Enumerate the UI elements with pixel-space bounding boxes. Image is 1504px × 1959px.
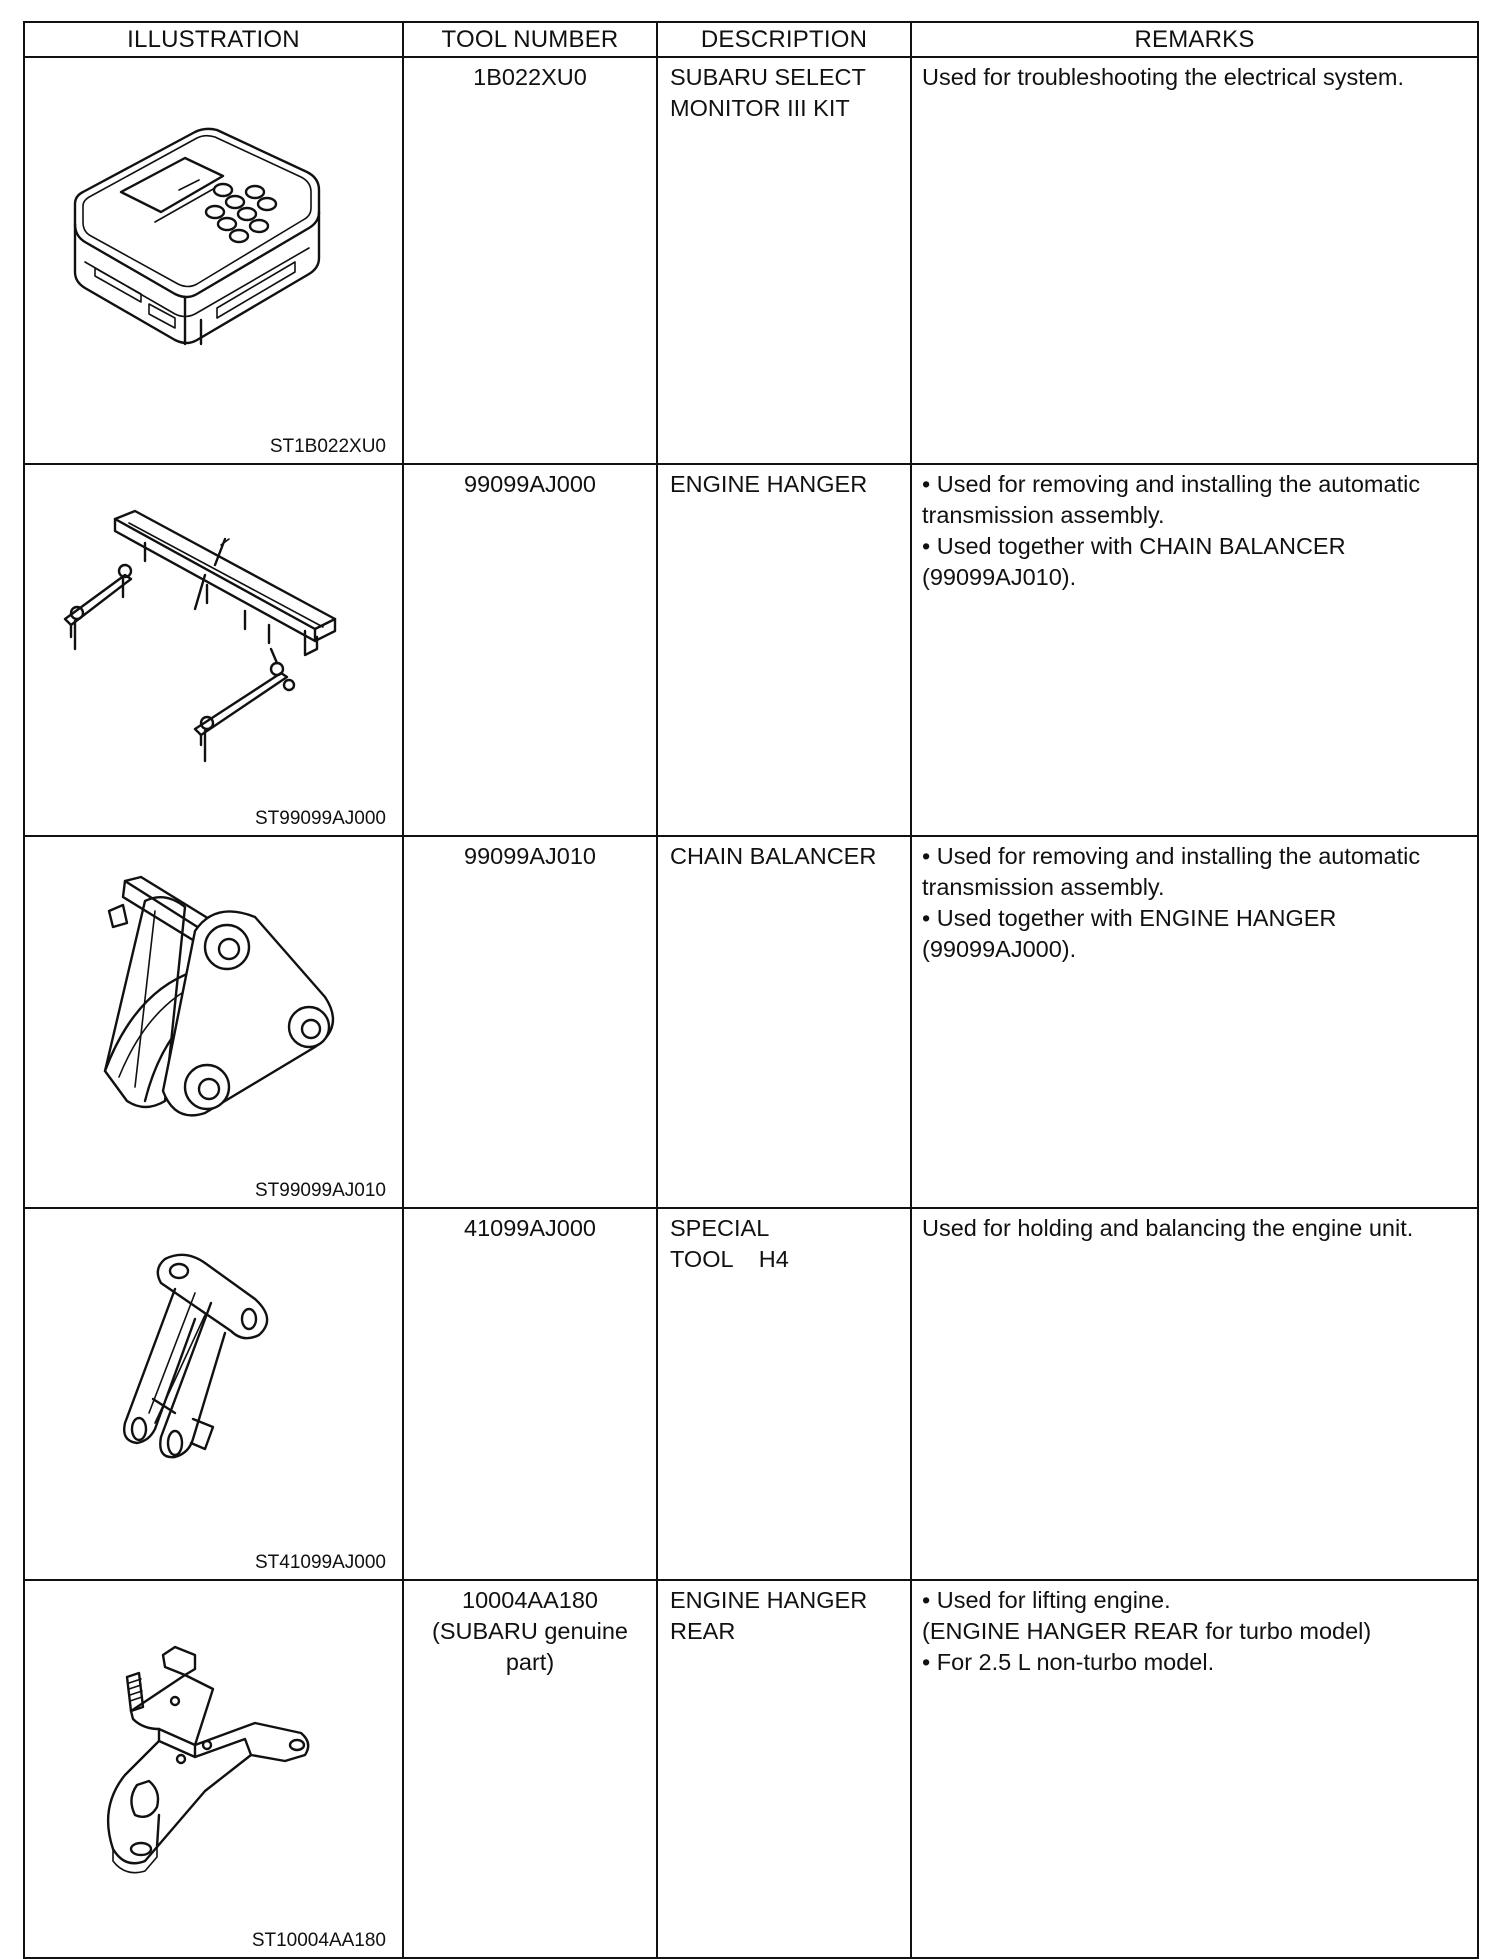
remark-line: Used for holding and balancing the engine unit. [922,1215,1414,1241]
remark-line: • For 2.5 L non-turbo model. [922,1647,1467,1678]
description-cell [657,1580,911,1958]
tool-number-line: 1B022XU0 [473,64,587,90]
header-row [24,22,1478,57]
remark-line: Used for troubleshooting the electrical system. [922,64,1404,90]
remarks-cell [911,1208,1478,1580]
table-row [24,836,1478,1208]
description-line: SUBARU SELECT [670,64,866,90]
illustration-cell [24,464,403,836]
remark-line: • Used for removing and installing the automatic [922,841,1467,872]
description-line: TOOL H4 [670,1246,789,1272]
remark-line: transmission assembly. [922,502,1165,528]
illustration-cell [24,1208,403,1580]
remarks-cell [911,464,1478,836]
engine-hanger-rear-icon [45,1595,385,1910]
illustration-code: ST10004AA180 [251,1930,386,1951]
tool-number-line: 99099AJ000 [464,471,596,497]
tool-number-line: (SUBARU genuine [432,1618,628,1644]
illustration-cell [24,836,403,1208]
tool-number-line: part) [505,1649,555,1675]
header-illustration: ILLUSTRATION [24,22,403,57]
tool-number-cell [403,1580,657,1958]
illustration-code: ST99099AJ010 [255,1180,386,1201]
chain-balancer-icon [45,851,385,1166]
remark-line: (99099AJ010). [922,564,1077,590]
bracket-tool-icon [45,1223,385,1538]
table-row [24,1580,1478,1958]
remarks-cell [911,836,1478,1208]
illustration-cell [24,1580,403,1958]
remark-line: (99099AJ000). [922,936,1077,962]
tool-number-line: 99099AJ010 [464,843,596,869]
tool-number-cell [403,57,657,464]
header-remarks: REMARKS [911,22,1478,57]
description-cell [657,1208,911,1580]
remark-line: • Used for lifting engine. [922,1585,1467,1616]
tool-number-line: 10004AA180 [462,1587,598,1613]
special-tools-table [23,21,1479,1959]
diagnostic-monitor-device-icon [45,72,385,387]
remark-line: • Used together with ENGINE HANGER [922,903,1467,934]
remark-line: transmission assembly. [922,874,1165,900]
description-line: ENGINE HANGER [670,471,868,497]
remarks-cell [911,1580,1478,1958]
table-row [24,1208,1478,1580]
tool-number-cell [403,464,657,836]
description-cell [657,57,911,464]
description-line: CHAIN BALANCER [670,843,877,869]
illustration-code: ST99099AJ000 [255,808,386,829]
tool-number-cell [403,1208,657,1580]
table-row [24,464,1478,836]
description-cell [657,836,911,1208]
illustration-code: ST41099AJ000 [255,1552,386,1573]
remark-line: (ENGINE HANGER REAR for turbo model) [922,1618,1372,1644]
description-line: ENGINE HANGER [670,1587,868,1613]
tool-number-cell [403,836,657,1208]
remark-line: • Used together with CHAIN BALANCER [922,531,1467,562]
header-tool-number: TOOL NUMBER [403,22,657,57]
illustration-code: ST1B022XU0 [269,436,386,457]
remarks-cell [911,57,1478,464]
remark-line: • Used for removing and installing the automatic [922,469,1467,500]
description-cell [657,464,911,836]
table-row [24,57,1478,464]
description-line: MONITOR III KIT [670,95,850,121]
header-description: DESCRIPTION [657,22,911,57]
engine-hanger-frame-icon [45,479,385,794]
tool-number-line: 41099AJ000 [464,1215,596,1241]
description-line: SPECIAL [670,1215,770,1241]
illustration-cell [24,57,403,464]
description-line: REAR [670,1618,736,1644]
